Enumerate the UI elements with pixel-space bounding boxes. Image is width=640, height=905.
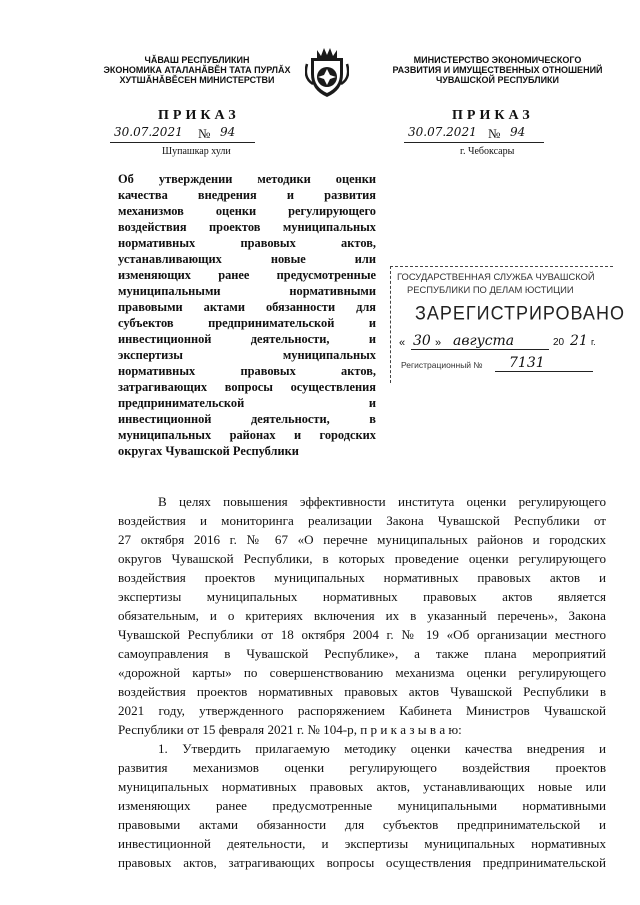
header-right-line: МИНИСТЕРСТВО ЭКОНОМИЧЕСКОГО <box>413 55 582 65</box>
body-line: В целях повышения эффективности института оценки регулирующего <box>158 494 606 509</box>
body-line: изменяющих ранее предусмотренные муниципальными нормативными <box>118 798 606 813</box>
number-sign-right: № <box>488 126 501 141</box>
registration-stamp <box>390 266 625 383</box>
body-line: Республики от 15 февраля 2021 г. № 104-р, п р и к а з ы в а ю: <box>118 722 462 737</box>
order-number-left: 94 <box>220 125 236 139</box>
stamp-year-unit: г. <box>591 337 596 347</box>
header-right-line: ЧУВАШСКОЙ РЕСПУБЛИКИ <box>435 75 560 85</box>
stamp-reg-label: Регистрационный № <box>401 360 483 370</box>
stamp-day: 30 <box>413 333 431 349</box>
title-line: механизмов оценки регулирующего <box>118 204 376 218</box>
title-line: инвестиционной деятельности, и <box>118 332 376 346</box>
body-line: округов Чувашской Республики, в которых проведение оценки регулирующего <box>118 551 606 566</box>
order-date-left: 30.07.2021 <box>114 125 183 139</box>
body-line: инвестиционной деятельности, и экспертизы муниципальных нормативных <box>118 836 606 851</box>
body-line: правовыми актами обязанности для субъектов предпринимательской и <box>118 817 606 832</box>
stamp-date-underline <box>411 335 549 350</box>
title-line: предпринимательской и <box>118 396 376 410</box>
number-sign-left: № <box>198 126 211 141</box>
stamp-registered: ЗАРЕГИСТРИРОВАНО <box>415 301 625 324</box>
body-line: обязательным, и о критериях включения их в указанный перечень», Закона <box>118 608 606 623</box>
header-left-line: ХУТШĂНĂВĔСЕН МИНИСТЕРСТВИ <box>119 75 275 85</box>
header-left-line: ЧĂВАШ РЕСПУБЛИКИН <box>144 55 250 65</box>
title-line: нормативных правовых актов, <box>118 364 376 378</box>
body-line: развития механизмов оценки регулирующего воздействия проектов <box>118 760 606 775</box>
body-line: воздействия проектов муниципальных нормативных правовых актов и <box>118 570 606 585</box>
order-date-right: 30.07.2021 <box>408 125 477 139</box>
stamp-year-prefix: 20 <box>553 337 565 348</box>
stamp-year-suffix: 21 <box>570 333 588 349</box>
stamp-reg-number: 7131 <box>509 355 545 371</box>
stamp-line-1: ГОСУДАРСТВЕННАЯ СЛУЖБА ЧУВАШСКОЙ <box>397 271 595 282</box>
header-right-line: РАЗВИТИЯ И ИМУЩЕСТВЕННЫХ ОТНОШЕНИЙ <box>392 65 603 75</box>
title-line: воздействия проектов муниципальных <box>118 220 376 234</box>
title-line: правовыми актами обязанности для <box>118 300 376 314</box>
body-line: муниципальных нормативных правовых актов, устанавливающих новые или <box>118 779 606 794</box>
title-line: затрагивающих вопросы осуществления <box>118 380 376 394</box>
title-line: экспертизы муниципальных <box>118 348 376 362</box>
stamp-line-2: РЕСПУБЛИКИ ПО ДЕЛАМ ЮСТИЦИИ <box>407 284 574 295</box>
stamp-quote-open: « <box>399 337 406 349</box>
order-heading-left: ПРИКАЗ <box>158 108 240 123</box>
ministry-name-chuvash <box>92 55 302 85</box>
body-line: экспертизы муниципальных нормативных правовых актов является <box>118 589 606 604</box>
title-line: муниципальных районах и городских <box>118 428 376 442</box>
body-line: Чувашской Республики от 18 октября 2004 г. № 19 «Об организации местного <box>118 627 606 642</box>
stamp-month: августа <box>453 333 515 349</box>
ministry-name-russian <box>390 55 605 85</box>
body-line: 27 октября 2016 г. № 67 «О перечне муниципальных районов и городских <box>118 532 606 547</box>
body-line: правовых актов, затрагивающих вопросы осуществления предпринимательской <box>118 855 606 870</box>
title-line: качества внедрения и развития <box>118 188 376 202</box>
title-line: субъектов предпринимательской и <box>118 316 376 330</box>
order-heading-right: ПРИКАЗ <box>452 108 534 123</box>
body-line: воздействия проектов нормативных правовых актов Чувашской Республики в <box>118 684 606 699</box>
title-line: округах Чувашской Республики <box>118 444 299 458</box>
header-left-line: ЭКОНОМИКА АТАЛАНĂВĔН ТАТА ПУРЛĂХ <box>103 65 291 75</box>
title-line: нормативных правовых актов, <box>118 236 376 250</box>
stamp-quote-close: » <box>435 337 442 349</box>
body-line: 1. Утвердить прилагаемую методику оценки качества внедрения и <box>158 741 606 756</box>
place-right: г. Чебоксары <box>460 146 515 157</box>
body-line: воздействия и мониторинга реализации Закона Чувашской Республики от <box>118 513 606 528</box>
body-line: 2021 году, утвержденного распоряжением Кабинета Министров Чувашской <box>118 703 606 718</box>
title-line: муниципальными нормативными <box>118 284 376 298</box>
title-line: инвестиционной деятельности, в <box>118 412 376 426</box>
order-number-right: 94 <box>510 125 526 139</box>
title-line: Об утверждении методики оценки <box>118 172 376 186</box>
coat-of-arms-icon <box>305 44 349 100</box>
body-line: самоуправления в Чувашской Республике», а также плана мероприятий <box>118 646 606 661</box>
title-line: устанавливающих новые или <box>118 252 376 266</box>
title-line: изменяющих ранее предусмотренные <box>118 268 376 282</box>
body-line: «дорожной карты» по совершенствованию механизма оценки регулирующего <box>118 665 606 680</box>
place-left: Шупашкар хули <box>162 146 231 157</box>
